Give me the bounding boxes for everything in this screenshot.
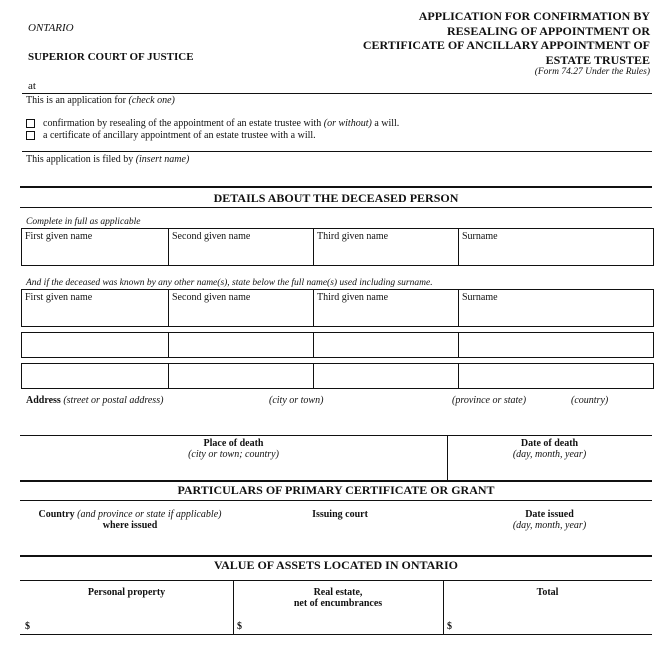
other-third-given-name-cell[interactable] (313, 290, 458, 326)
deceased-section-title: DETAILS ABOUT THE DECEASED PERSON (213, 191, 459, 205)
second-given-name-label: Second given name (172, 231, 251, 242)
divider (20, 207, 652, 208)
other-name-row-2 (21, 332, 654, 358)
option-resealing-hint: (or without) (323, 118, 372, 129)
place-of-death-label: Place of death (203, 438, 264, 449)
other-name-row-3 (21, 363, 654, 389)
where-issued-label: where issued (102, 520, 158, 531)
date-of-death-field[interactable] (447, 438, 652, 460)
currency-symbol: $ (447, 621, 452, 632)
form-title-line-4: ESTATE TRUSTEE (545, 52, 650, 67)
option-resealing-text: confirmation by resealing of the appointment of an estate trustee with (43, 118, 324, 129)
option-ancillary-text: a certificate of ancillary appointment of an estate trustee with a will. (43, 130, 316, 141)
other-first-given-name-cell[interactable] (22, 290, 168, 326)
city-hint: (city or town) (269, 395, 324, 406)
divider (20, 500, 652, 501)
date-issued-hint: (day, month, year) (512, 520, 587, 531)
name-cell[interactable] (22, 333, 168, 357)
form-title-line-2: RESEALING OF APPOINTMENT OR (446, 23, 650, 38)
divider (22, 151, 652, 152)
address-label-group (26, 395, 163, 406)
name-cell[interactable] (458, 333, 653, 357)
divider (20, 435, 652, 436)
assets-section-title: VALUE OF ASSETS LOCATED IN ONTARIO (214, 558, 458, 572)
issuing-court-label: Issuing court (312, 509, 368, 520)
option-resealing-suffix: a will. (371, 118, 400, 129)
divider (20, 580, 652, 581)
real-estate-line-2: net of encumbrances (293, 598, 383, 609)
ancillary-checkbox[interactable] (26, 131, 35, 140)
filed-by-field[interactable] (22, 165, 652, 185)
date-of-death-label: Date of death (520, 438, 579, 449)
application-for-label (26, 95, 175, 106)
address-label: Address (26, 395, 61, 406)
section-divider (20, 480, 652, 482)
court-name: SUPERIOR COURT OF JUSTICE (28, 51, 194, 63)
form-title-line-1: APPLICATION FOR CONFIRMATION BY (418, 9, 650, 23)
address-field[interactable] (22, 407, 652, 435)
personal-property-field[interactable] (25, 621, 30, 632)
particulars-section-title: PARTICULARS OF PRIMARY CERTIFICATE OR GRANT (177, 483, 495, 497)
real-estate-field[interactable] (237, 621, 242, 632)
application-for-text: This is an application for (26, 95, 129, 106)
date-issued-label: Date issued (525, 509, 574, 520)
section-divider (20, 555, 652, 557)
other-second-given-name-cell[interactable] (168, 290, 313, 326)
filed-by-hint: (insert name) (135, 154, 190, 165)
option-ancillary[interactable] (26, 130, 316, 141)
name-cell[interactable] (313, 364, 458, 388)
complete-note: Complete in full as applicable (26, 217, 141, 227)
surname-label: Surname (462, 231, 498, 242)
first-given-name-label: First given name (25, 231, 93, 242)
name-cell[interactable] (168, 364, 313, 388)
date-of-death-hint: (day, month, year) (512, 449, 587, 460)
issuing-court-field[interactable] (270, 509, 410, 520)
other-surname-cell[interactable] (458, 290, 653, 326)
currency-symbol: $ (237, 621, 242, 632)
personal-property-label: Personal property (87, 587, 166, 598)
third-given-name-label: Third given name (317, 231, 389, 242)
total-label: Total (536, 587, 559, 598)
name-cell[interactable] (22, 364, 168, 388)
application-for-hint: (check one) (128, 95, 175, 106)
currency-symbol: $ (25, 621, 30, 632)
province-hint: (province or state) (452, 395, 527, 406)
filed-by-text: This application is filed by (26, 154, 136, 165)
third-given-name-cell[interactable] (313, 229, 458, 265)
form-reference: (Form 74.27 Under the Rules) (534, 67, 650, 77)
other-names-note: And if the deceased was known by any other name(s), state below the full name(s) used including surname. (26, 278, 433, 288)
first-given-name-label: First given name (25, 292, 93, 303)
section-divider (20, 186, 652, 188)
country-label: Country (38, 509, 75, 520)
at-field-line[interactable] (22, 93, 652, 94)
place-of-death-field[interactable] (20, 438, 447, 460)
country-hint: (and province or state if applicable) (77, 509, 222, 520)
province-label: ONTARIO (28, 22, 74, 34)
total-field[interactable] (447, 621, 452, 632)
surname-label: Surname (462, 292, 498, 303)
filed-by-label (26, 154, 189, 165)
name-cell[interactable] (313, 333, 458, 357)
other-name-row-1 (21, 289, 654, 327)
first-given-name-cell[interactable] (22, 229, 168, 265)
address-hint: (street or postal address) (63, 395, 164, 406)
country-hint: (country) (571, 395, 609, 406)
bottom-border (20, 634, 652, 635)
date-issued-field[interactable] (447, 509, 652, 531)
option-resealing[interactable] (26, 118, 399, 129)
resealing-checkbox[interactable] (26, 119, 35, 128)
form-title-line-3: CERTIFICATE OF ANCILLARY APPOINTMENT OF (362, 38, 650, 52)
place-of-death-hint: (city or town; country) (188, 449, 279, 460)
form-title (363, 9, 650, 67)
second-given-name-cell[interactable] (168, 229, 313, 265)
country-issued-field[interactable] (20, 509, 240, 531)
third-given-name-label: Third given name (317, 292, 389, 303)
surname-cell[interactable] (458, 229, 653, 265)
second-given-name-label: Second given name (172, 292, 251, 303)
name-cell[interactable] (458, 364, 653, 388)
real-estate-label (233, 587, 443, 609)
name-cell[interactable] (168, 333, 313, 357)
deceased-name-row (21, 228, 654, 266)
at-label: at (28, 80, 36, 92)
real-estate-line-1: Real estate, (313, 587, 363, 598)
